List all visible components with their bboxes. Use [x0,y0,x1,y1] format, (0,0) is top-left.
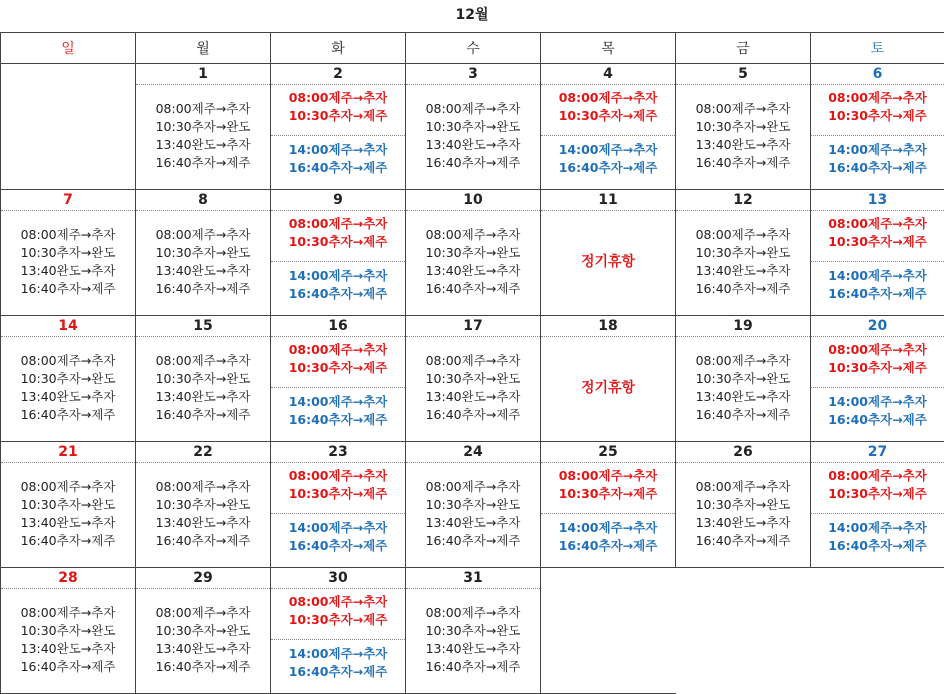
departure-line: 16:40추자→제주 [811,411,944,429]
day-cell [406,190,541,316]
departure-line: 08:00제주→추자 [271,89,405,107]
day-number: 19 [676,316,810,337]
day-number: 20 [811,316,944,337]
departure-line: 10:30추자→제주 [271,233,405,251]
departure-line: 16:40추자→제주 [1,658,135,676]
departure-line: 08:00제주→추자 [406,478,540,496]
departure-line: 13:40완도→추자 [136,388,270,406]
day-number: 13 [811,190,944,211]
departure-line: 10:30추자→제주 [541,107,675,125]
departure-line: 13:40완도→추자 [406,514,540,532]
departure-line: 08:00제주→추자 [676,478,810,496]
day-number: 26 [676,442,810,463]
departure-line: 16:40추자→제주 [136,532,270,550]
regular-schedule [1,337,135,424]
departure-line: 08:00제주→추자 [136,100,270,118]
day-cell [1,316,136,442]
departure-line: 08:00제주→추자 [136,352,270,370]
day-schedule [271,589,405,693]
departure-line: 10:30추자→완도 [136,244,270,262]
day-schedule [271,337,405,441]
day-number: 4 [541,64,675,85]
regular-schedule [136,463,270,550]
day-schedule [136,85,270,189]
day-cell [136,442,271,568]
morning-departures [811,337,944,388]
departure-line: 10:30추자→완도 [676,118,810,136]
departure-line: 13:40완도→추자 [1,514,135,532]
weekday-header: 월 [136,33,271,64]
departure-line: 10:30추자→완도 [136,496,270,514]
departure-line: 13:40완도→추자 [136,262,270,280]
day-cell [271,316,406,442]
departure-line: 13:40완도→추자 [406,136,540,154]
departure-line: 13:40완도→추자 [406,262,540,280]
departure-line: 10:30추자→제주 [811,107,944,125]
day-cell [676,442,811,568]
morning-departures [271,85,405,136]
day-cell [406,316,541,442]
closed-notice: 정기휴항 [541,337,675,397]
afternoon-departures [541,514,675,566]
departure-line: 16:40추자→제주 [271,411,405,429]
departure-line: 08:00제주→추자 [1,478,135,496]
empty-day-cell [811,568,944,694]
departure-line: 08:00제주→추자 [676,226,810,244]
week-row [1,64,944,190]
day-number: 2 [271,64,405,85]
departure-line: 10:30추자→완도 [406,496,540,514]
departure-line: 10:30추자→완도 [1,370,135,388]
morning-departures [811,211,944,262]
departure-line: 10:30추자→완도 [1,496,135,514]
departure-line: 13:40완도→추자 [1,640,135,658]
afternoon-departures [811,262,944,314]
week-row [1,442,944,568]
day-number: 27 [811,442,944,463]
departure-line: 08:00제주→추자 [271,215,405,233]
weekday-header-row [1,33,944,64]
weekday-header: 수 [406,33,541,64]
regular-schedule [406,85,540,172]
morning-departures [541,463,675,514]
departure-line: 10:30추자→완도 [406,622,540,640]
departure-line: 16:40추자→제주 [406,406,540,424]
departure-line: 10:30추자→완도 [136,118,270,136]
day-cell [541,190,676,316]
weekday-header: 토 [811,33,944,64]
day-schedule [271,463,405,567]
day-cell [271,64,406,190]
special-schedule [541,85,675,189]
departure-line: 08:00제주→추자 [676,352,810,370]
special-schedule [541,463,675,567]
departure-line: 16:40추자→제주 [811,285,944,303]
departure-line: 08:00제주→추자 [541,467,675,485]
departure-line: 08:00제주→추자 [541,89,675,107]
day-cell [811,190,944,316]
day-cell [676,64,811,190]
day-cell [271,442,406,568]
departure-line: 08:00제주→추자 [136,604,270,622]
day-schedule [136,463,270,567]
calendar-title: 12월 [0,0,944,32]
departure-line: 13:40완도→추자 [406,388,540,406]
departure-line: 13:40완도→추자 [1,262,135,280]
week-row [1,316,944,442]
departure-line: 16:40추자→제주 [271,159,405,177]
day-schedule [1,589,135,693]
departure-line: 10:30추자→완도 [406,370,540,388]
ferry-schedule-calendar [0,32,944,694]
day-schedule [811,463,944,567]
afternoon-departures [271,514,405,566]
departure-line: 10:30추자→제주 [271,107,405,125]
departure-line: 10:30추자→완도 [136,370,270,388]
departure-line: 13:40완도→추자 [136,640,270,658]
special-schedule [811,463,944,567]
departure-line: 10:30추자→완도 [406,244,540,262]
regular-schedule [406,337,540,424]
departure-line: 14:00제주→추자 [271,393,405,411]
day-schedule [676,337,810,441]
departure-line: 08:00제주→추자 [1,604,135,622]
departure-line: 10:30추자→제주 [811,359,944,377]
day-schedule [1,211,135,315]
departure-line: 08:00제주→추자 [271,341,405,359]
departure-line: 08:00제주→추자 [136,478,270,496]
departure-line: 16:40추자→제주 [136,154,270,172]
departure-line: 14:00제주→추자 [811,141,944,159]
day-cell [811,64,944,190]
departure-line: 13:40완도→추자 [1,388,135,406]
day-number: 21 [1,442,135,463]
departure-line: 16:40추자→제주 [811,537,944,555]
day-schedule [811,337,944,441]
day-schedule [406,589,540,693]
departure-line: 16:40추자→제주 [406,658,540,676]
departure-line: 16:40추자→제주 [541,159,675,177]
departure-line: 16:40추자→제주 [1,406,135,424]
departure-line: 14:00제주→추자 [271,141,405,159]
day-cell [271,190,406,316]
day-number: 17 [406,316,540,337]
day-number: 29 [136,568,270,589]
departure-line: 14:00제주→추자 [811,267,944,285]
day-number: 11 [541,190,675,211]
departure-line: 08:00제주→추자 [676,100,810,118]
day-number: 30 [271,568,405,589]
afternoon-departures [271,388,405,440]
day-cell [136,64,271,190]
departure-line: 14:00제주→추자 [541,141,675,159]
departure-line: 16:40추자→제주 [271,663,405,681]
morning-departures [811,463,944,514]
day-schedule [406,337,540,441]
day-schedule [811,85,944,189]
departure-line: 14:00제주→추자 [271,267,405,285]
day-number: 10 [406,190,540,211]
regular-schedule [676,211,810,298]
departure-line: 08:00제주→추자 [811,341,944,359]
day-schedule [136,337,270,441]
departure-line: 10:30추자→제주 [811,233,944,251]
day-number: 25 [541,442,675,463]
departure-line: 13:40완도→추자 [676,136,810,154]
departure-line: 16:40추자→제주 [406,154,540,172]
departure-line: 16:40추자→제주 [676,532,810,550]
regular-schedule [136,589,270,676]
departure-line: 10:30추자→제주 [811,485,944,503]
regular-schedule [1,589,135,676]
afternoon-departures [811,136,944,188]
departure-line: 08:00제주→추자 [271,593,405,611]
departure-line: 14:00제주→추자 [541,519,675,537]
day-schedule [1,337,135,441]
regular-schedule [406,463,540,550]
departure-line: 10:30추자→완도 [136,622,270,640]
departure-line: 16:40추자→제주 [676,406,810,424]
day-cell [541,316,676,442]
morning-departures [271,463,405,514]
departure-line: 16:40추자→제주 [811,159,944,177]
day-schedule [136,589,270,693]
day-schedule [676,211,810,315]
day-schedule [811,211,944,315]
day-number: 31 [406,568,540,589]
departure-line: 16:40추자→제주 [676,280,810,298]
day-cell [1,190,136,316]
special-schedule [271,211,405,315]
day-cell [406,568,541,694]
day-cell [406,64,541,190]
weekday-header: 목 [541,33,676,64]
departure-line: 16:40추자→제주 [1,280,135,298]
day-number: 14 [1,316,135,337]
departure-line: 13:40완도→추자 [136,514,270,532]
departure-line: 08:00제주→추자 [406,352,540,370]
empty-day-cell [1,64,136,190]
departure-line: 14:00제주→추자 [271,519,405,537]
departure-line: 08:00제주→추자 [406,604,540,622]
afternoon-departures [271,136,405,188]
special-schedule [811,211,944,315]
departure-line: 08:00제주→추자 [811,215,944,233]
departure-line: 13:40완도→추자 [406,640,540,658]
special-schedule [271,589,405,693]
regular-schedule [676,85,810,172]
departure-line: 08:00제주→추자 [811,467,944,485]
departure-line: 16:40추자→제주 [136,280,270,298]
day-cell [811,442,944,568]
departure-line: 16:40추자→제주 [406,532,540,550]
departure-line: 13:40완도→추자 [676,514,810,532]
empty-day-cell [541,568,676,694]
departure-line: 14:00제주→추자 [811,519,944,537]
day-number: 18 [541,316,675,337]
regular-schedule [406,589,540,676]
regular-schedule [136,337,270,424]
departure-line: 14:00제주→추자 [811,393,944,411]
departure-line: 16:40추자→제주 [676,154,810,172]
day-number: 1 [136,64,270,85]
weekday-header: 일 [1,33,136,64]
day-number: 23 [271,442,405,463]
day-cell [811,316,944,442]
morning-departures [811,85,944,136]
day-number: 12 [676,190,810,211]
morning-departures [271,337,405,388]
departure-line: 16:40추자→제주 [406,280,540,298]
departure-line: 10:30추자→제주 [541,485,675,503]
week-row [1,190,944,316]
day-schedule [406,211,540,315]
afternoon-departures [541,136,675,188]
day-cell [541,64,676,190]
departure-line: 13:40완도→추자 [136,136,270,154]
departure-line: 08:00제주→추자 [406,226,540,244]
special-schedule [271,337,405,441]
morning-departures [271,211,405,262]
departure-line: 10:30추자→완도 [1,244,135,262]
day-cell [676,190,811,316]
day-schedule [1,463,135,567]
regular-schedule [676,463,810,550]
day-number: 24 [406,442,540,463]
day-number: 9 [271,190,405,211]
regular-schedule [136,211,270,298]
day-cell [1,568,136,694]
departure-line: 16:40추자→제주 [271,537,405,555]
day-schedule [541,337,675,441]
day-number: 5 [676,64,810,85]
day-schedule [541,211,675,315]
day-number: 28 [1,568,135,589]
morning-departures [541,85,675,136]
day-schedule [271,211,405,315]
departure-line: 16:40추자→제주 [271,285,405,303]
departure-line: 16:40추자→제주 [1,532,135,550]
weekday-header: 금 [676,33,811,64]
afternoon-departures [271,262,405,314]
regular-schedule [136,85,270,172]
regular-schedule [676,337,810,424]
day-number: 6 [811,64,944,85]
day-number: 22 [136,442,270,463]
departure-line: 08:00제주→추자 [406,100,540,118]
departure-line: 14:00제주→추자 [271,645,405,663]
afternoon-departures [811,514,944,566]
departure-line: 10:30추자→제주 [271,611,405,629]
day-cell [541,442,676,568]
special-schedule [811,85,944,189]
day-cell [676,316,811,442]
day-schedule [676,463,810,567]
morning-departures [271,589,405,640]
departure-line: 08:00제주→추자 [1,226,135,244]
departure-line: 08:00제주→추자 [271,467,405,485]
departure-line: 13:40완도→추자 [676,262,810,280]
closed-notice: 정기휴항 [541,211,675,271]
departure-line: 08:00제주→추자 [136,226,270,244]
regular-schedule [1,211,135,298]
departure-line: 13:40완도→추자 [676,388,810,406]
day-schedule [406,85,540,189]
departure-line: 16:40추자→제주 [541,537,675,555]
regular-schedule [1,463,135,550]
week-row [1,568,944,694]
day-cell [1,442,136,568]
day-schedule [406,463,540,567]
departure-line: 10:30추자→완도 [676,244,810,262]
special-schedule [271,463,405,567]
afternoon-departures [811,388,944,440]
day-number: 15 [136,316,270,337]
day-schedule [676,85,810,189]
weekday-header: 화 [271,33,406,64]
day-number: 8 [136,190,270,211]
afternoon-departures [271,640,405,692]
day-cell [136,316,271,442]
departure-line: 08:00제주→추자 [811,89,944,107]
day-schedule [541,85,675,189]
departure-line: 10:30추자→완도 [406,118,540,136]
regular-schedule [406,211,540,298]
day-schedule [541,463,675,567]
departure-line: 08:00제주→추자 [1,352,135,370]
day-cell [136,190,271,316]
day-number: 7 [1,190,135,211]
departure-line: 16:40추자→제주 [136,658,270,676]
departure-line: 10:30추자→완도 [676,370,810,388]
departure-line: 10:30추자→완도 [676,496,810,514]
day-schedule [136,211,270,315]
departure-line: 10:30추자→제주 [271,485,405,503]
empty-day-cell [676,568,811,694]
day-number: 16 [271,316,405,337]
day-cell [136,568,271,694]
departure-line: 10:30추자→완도 [1,622,135,640]
departure-line: 16:40추자→제주 [136,406,270,424]
day-schedule [271,85,405,189]
day-cell [406,442,541,568]
day-cell [271,568,406,694]
day-number: 3 [406,64,540,85]
departure-line: 10:30추자→제주 [271,359,405,377]
special-schedule [271,85,405,189]
special-schedule [811,337,944,441]
